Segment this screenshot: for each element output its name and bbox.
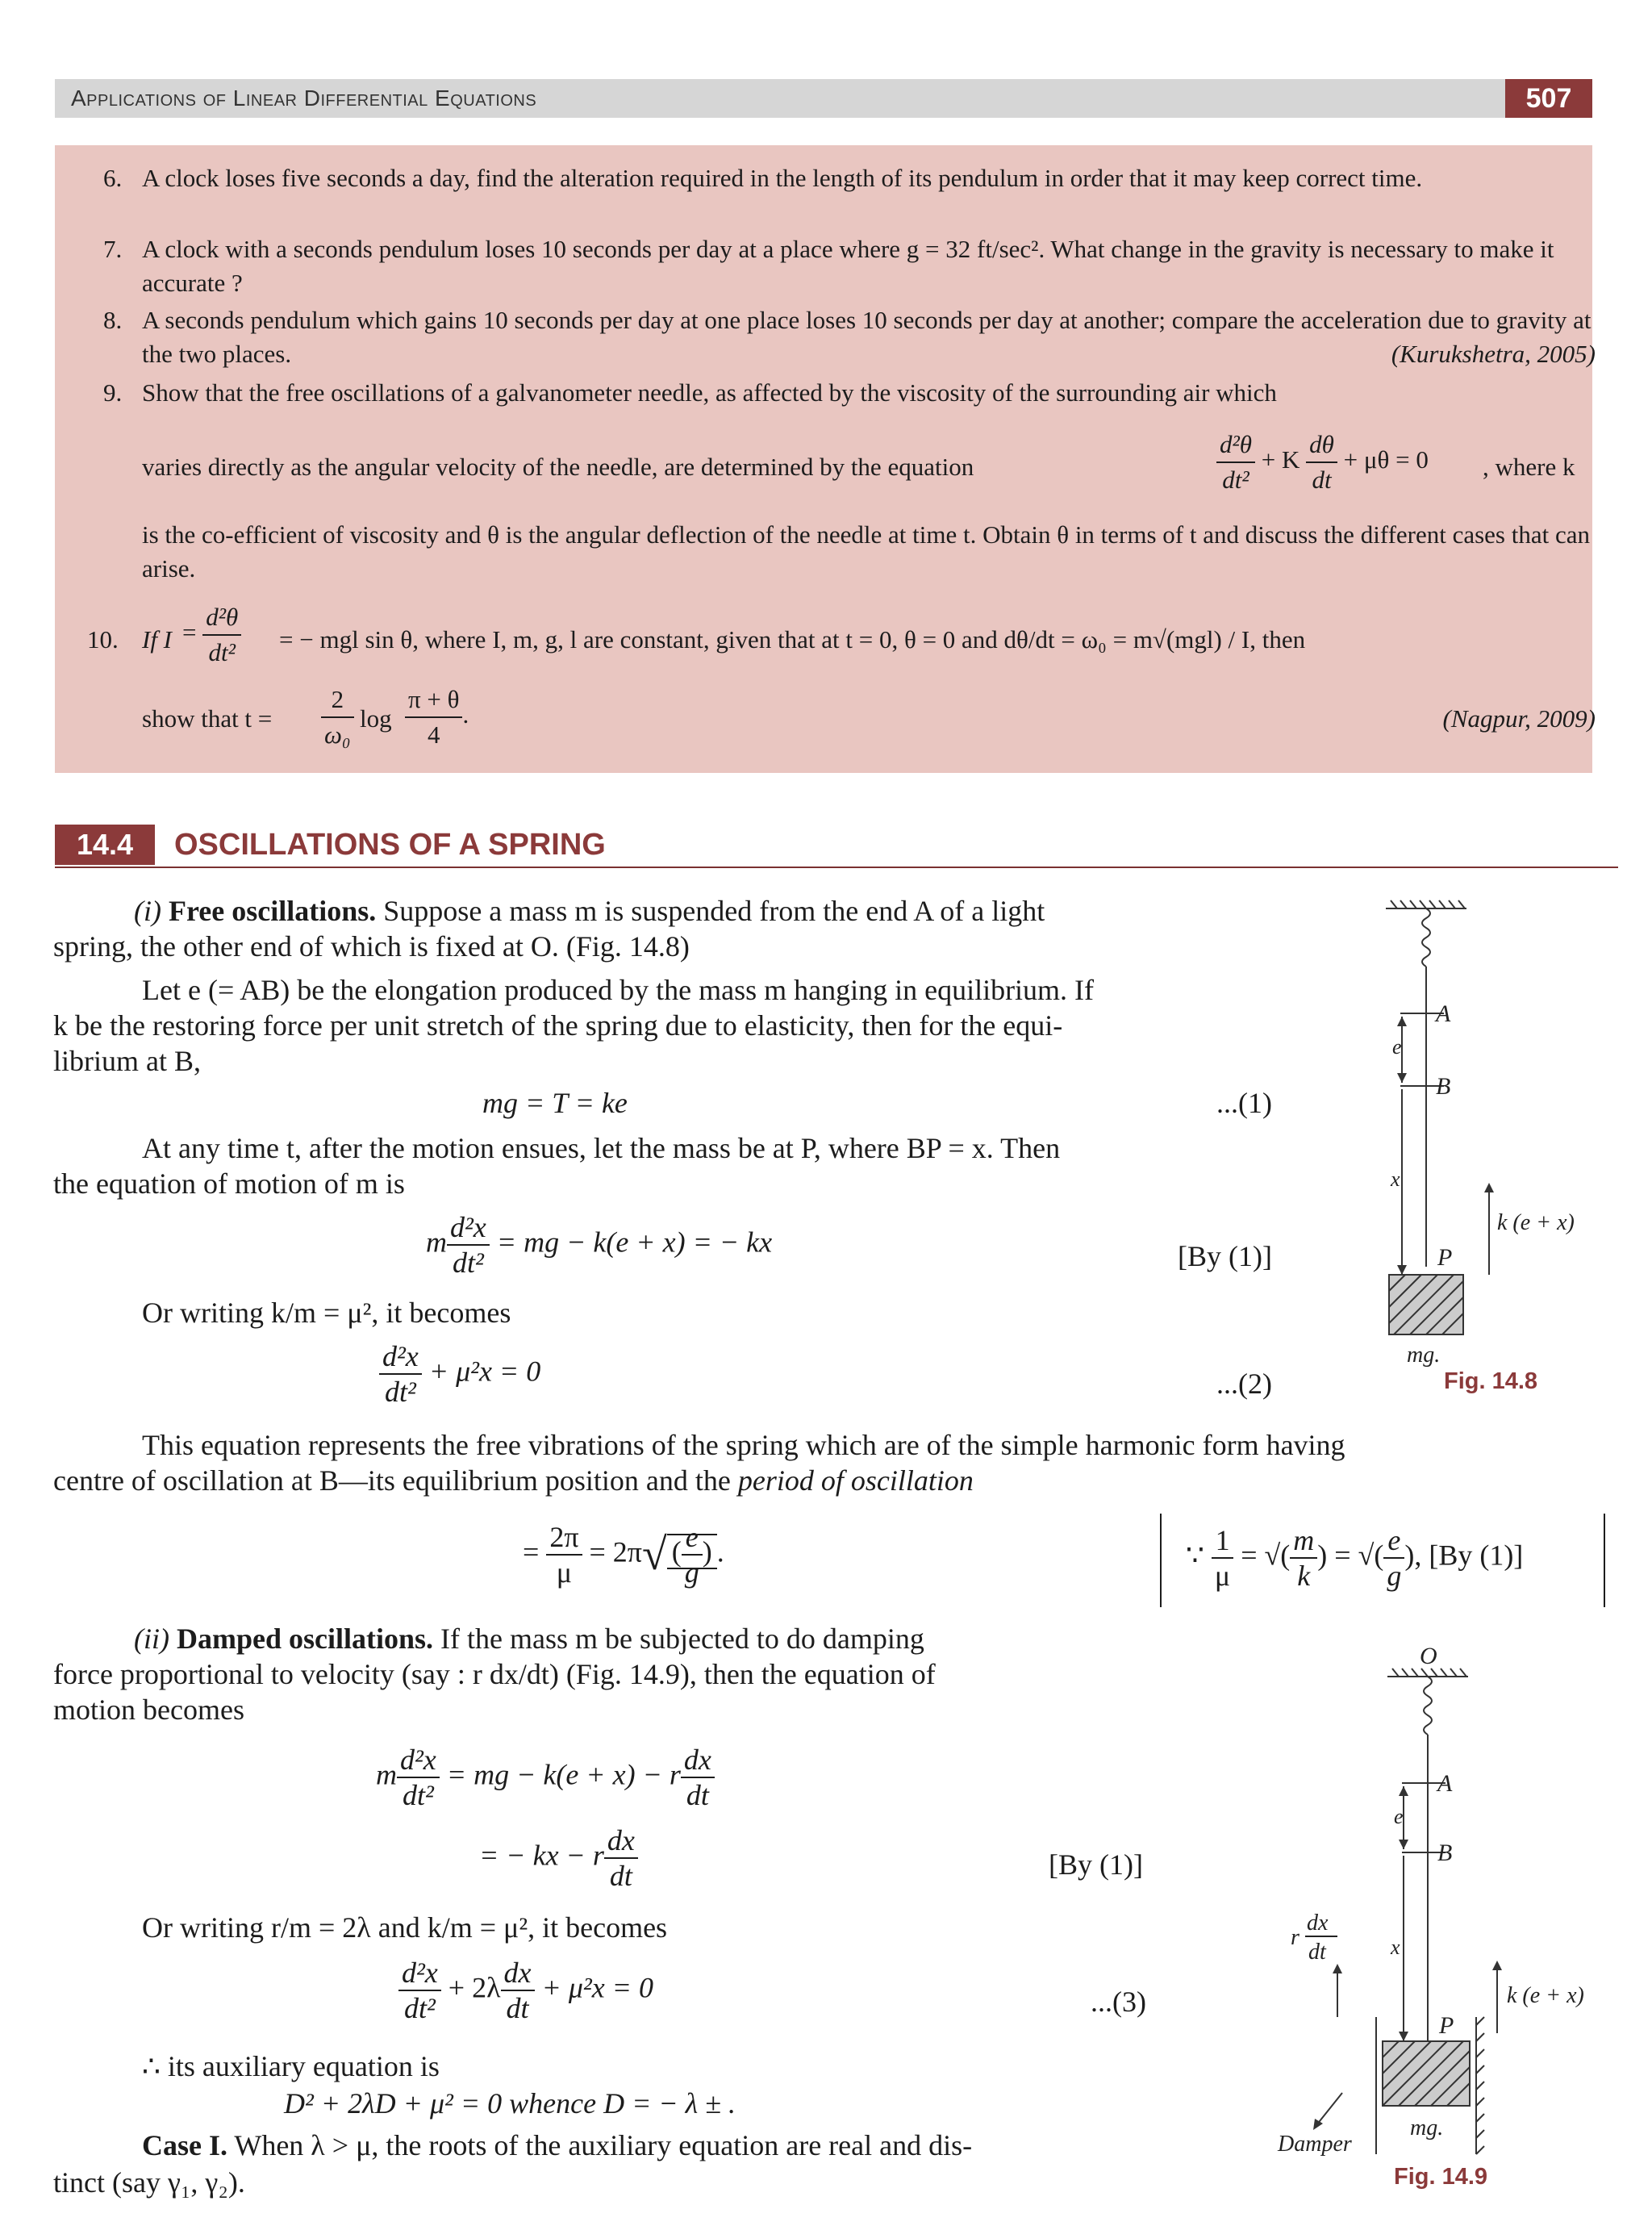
period-bracket-tag: [By (1)]: [1429, 1539, 1524, 1572]
damper-arrow: [1316, 2093, 1342, 2125]
support-hatching: [1392, 1668, 1466, 1677]
problem-9-line3: is the co-efficient of viscosity and θ is the angular deflection of the needle at time t. Obtain θ in terms of t and discuss the different cases that can arise.: [142, 520, 1591, 583]
para-free-vibrations-line1: This equation represents the free vibrations of the spring which are of the simple harmonic form having: [142, 1429, 1345, 1461]
problem-10-line1a: If I: [142, 625, 173, 654]
fig-14-8-label-B: B: [1436, 1073, 1451, 1100]
problem-10-line2b: log: [360, 704, 392, 733]
section-heading: [55, 825, 1618, 868]
problem-9-number: 9.: [103, 378, 123, 407]
para-writing-r-m: Or writing r/m = 2λ and k/m = μ², it becomes: [142, 1911, 668, 1944]
case-1-line2: tinct (say γ₁, γ₂).: [53, 2166, 245, 2199]
fig-14-9-label-B: B: [1437, 1840, 1453, 1866]
problem-8-text: A seconds pendulum which gains 10 seconds per day at one place loses 10 seconds per day at another; compare the acceleration due to gravity at the two places.: [142, 306, 1592, 368]
para-auxiliary: ∴ its auxiliary equation is: [142, 2050, 440, 2082]
problem-8-source: (Kurukshetra, 2005): [1391, 340, 1596, 368]
fig-14-9-label-damper: Damper: [1278, 2132, 1352, 2157]
problem-10-line2a: show that t =: [142, 704, 273, 733]
problem-10-line1b: = − mgl sin θ, where I, m, g, l are constant, given that at t = 0, θ = 0 and dθ/dt = ω₀ = m√(mgl) / I, then: [279, 625, 1306, 654]
fig-14-9-label-P: P: [1439, 2012, 1454, 2039]
problem-10-number: 10.: [87, 625, 119, 654]
para-elongation-line2: k be the restoring force per unit stretch of the spring due to elasticity, then for the equi-: [53, 1009, 1063, 1042]
support-hatching: [1391, 900, 1465, 908]
equation-motion-tag: [By (1)]: [1178, 1240, 1272, 1272]
fig-14-8-label-mg: mg.: [1407, 1343, 1441, 1368]
running-head-title: Applications of Linear Differential Equations: [71, 86, 537, 111]
para-damped-line2: force proportional to velocity (say : r dx/dt) (Fig. 14.9), then the equation of: [53, 1658, 936, 1690]
fig-14-9-label-O: O: [1420, 1643, 1437, 1669]
svg-text:dx: dx: [1307, 1911, 1329, 1936]
problem-6-text: A clock loses five seconds a day, find the alteration required in the length of its pendulum in order that it may keep correct time.: [142, 164, 1423, 192]
equation-damped-1: m $\frac{\text{d²x}}{\text{dt²}}$ = mg − k(e + x) − r $\frac{dx}{dt}$: [376, 1743, 715, 1812]
fig-14-9-label-force: k (e + x): [1507, 1983, 1584, 2008]
problem-10-source: (Nagpur, 2009): [1442, 704, 1596, 733]
figure-14-9-damped-spring-diagram: [1274, 1630, 1629, 2178]
problem-10-fraction-2-omega: $\frac{2}{\text{ω₀}}$: [321, 683, 354, 752]
section-number: 14.4: [55, 825, 155, 865]
fig-14-9-label-e: e: [1394, 1805, 1404, 1828]
problem-10-fraction-pi-theta: $\frac{\pi + \theta}{4}$ .: [405, 683, 469, 752]
equation-1-tag: ...(1): [1216, 1087, 1272, 1119]
equation-3-tag: ...(3): [1091, 1986, 1146, 2018]
para-motion-line2: the equation of motion of m is: [53, 1167, 405, 1200]
equation-damped-2: = − kx − r $\frac{dx}{dt}$: [479, 1823, 638, 1893]
para-damped-line1: (ii) Damped oscillations. If the mass m be subjected to do damping: [134, 1623, 924, 1655]
fig-14-9-label-x: x: [1391, 1936, 1400, 1959]
problem-7-number: 7.: [103, 235, 123, 263]
problem-9-line1: Show that the free oscillations of a galvanometer needle, as affected by the viscosity of the surrounding air which: [142, 378, 1277, 407]
problem-6-number: 6.: [103, 164, 123, 192]
auxiliary-equation: D² + 2λD + μ² = 0 whence D = − λ ± .: [284, 2087, 736, 2120]
spring-coil: [1424, 1677, 1432, 1735]
para-motion-line1: At any time t, after the motion ensues, let the mass be at P, where BP = x. Then: [142, 1132, 1061, 1164]
problem-10-d2theta-fraction: = $\frac{\text{d²θ}}{\text{dt²}}$: [182, 600, 241, 670]
figure-14-8-spring-diagram: [1355, 896, 1629, 1412]
case-1-line1: Case I. When λ > μ, the roots of the auxiliary equation are real and dis-: [142, 2129, 973, 2161]
equation-3: $\frac{\text{d²x}}{\text{dt²}}$ + 2λ $\frac{dx}{dt}$ + μ²x = 0: [398, 1956, 653, 2025]
equation-2-tag: ...(2): [1216, 1368, 1272, 1400]
period-equation: = $\frac{2\pi}{\mu}$ = 2π√ ( $\frac{e}{g}$ ) .: [523, 1521, 724, 1589]
svg-text:dt: dt: [1308, 1940, 1326, 1965]
svg-text:r: r: [1291, 1925, 1299, 1950]
para-elongation-line1: Let e (= AB) be the elongation produced by the mass m hanging in equilibrium. If: [142, 974, 1095, 1006]
para-free-oscillations-line1: (i) Free oscillations. Suppose a mass m is suspended from the end A of a light: [134, 895, 1045, 927]
page-number: 507: [1505, 79, 1592, 118]
problem-8-number: 8.: [103, 306, 123, 334]
figure-14-8-caption: Fig. 14.8: [1444, 1368, 1538, 1394]
para-writing-k-m: Or writing k/m = μ², it becomes: [142, 1297, 511, 1329]
figure-14-9-caption: Fig. 14.9: [1394, 2164, 1488, 2190]
fig-14-8-label-x: x: [1391, 1167, 1400, 1191]
equation-1: mg = T = ke: [482, 1087, 628, 1119]
fig-14-8-label-P: P: [1437, 1244, 1453, 1271]
galvanometer-equation: $\frac{\text{d²θ}}{\text{dt²}}$ + K $\frac{d\theta}{dt}$ + μθ = 0: [1216, 428, 1429, 497]
para-free-vibrations-line2: centre of oscillation at B—its equilibrium position and the period of oscillation: [53, 1464, 974, 1497]
period-bracket-note: ∵ $\frac{1}{\mu}$ = √( $\frac{m}{k}$ ) = √( $\frac{e}{g}$ ), [By (1)]: [1160, 1514, 1605, 1607]
equation-2: $\frac{\text{d²x}}{\text{dt²}}$ + μ²x = 0: [379, 1339, 540, 1409]
fig-14-9-label-mg: mg.: [1410, 2115, 1444, 2140]
equation-damped-2-tag: [By (1)]: [1049, 1848, 1143, 1881]
fig-14-8-label-e: e: [1392, 1035, 1402, 1059]
para-damped-line3: motion becomes: [53, 1694, 244, 1726]
fig-14-8-label-force: k (e + x): [1497, 1210, 1575, 1235]
equation-motion: m $\frac{\text{d²x}}{\text{dt²}}$ = mg − k(e + x) = − kx: [426, 1211, 773, 1279]
section-title: OSCILLATIONS OF A SPRING: [174, 828, 606, 862]
para-elongation-line3: librium at B,: [53, 1045, 201, 1077]
running-head: [55, 79, 1592, 118]
fig-14-8-label-A: A: [1436, 1000, 1451, 1027]
problem-9-line2b: , where k: [1483, 453, 1575, 481]
problem-7-text: A clock with a seconds pendulum loses 10 seconds per day at a place where g = 32 ft/sec². What change in the gravity is necessary to make it accurate ?: [142, 235, 1554, 297]
fig-14-9-label-A: A: [1437, 1770, 1453, 1797]
fig-14-9-damping-label: [1291, 1911, 1337, 1965]
problem-9-line2a: varies directly as the angular velocity of the needle, are determined by the equation: [142, 453, 974, 481]
spring-coil: [1422, 908, 1430, 967]
para-free-oscillations-line2: spring, the other end of which is fixed at O. (Fig. 14.8): [53, 930, 690, 963]
